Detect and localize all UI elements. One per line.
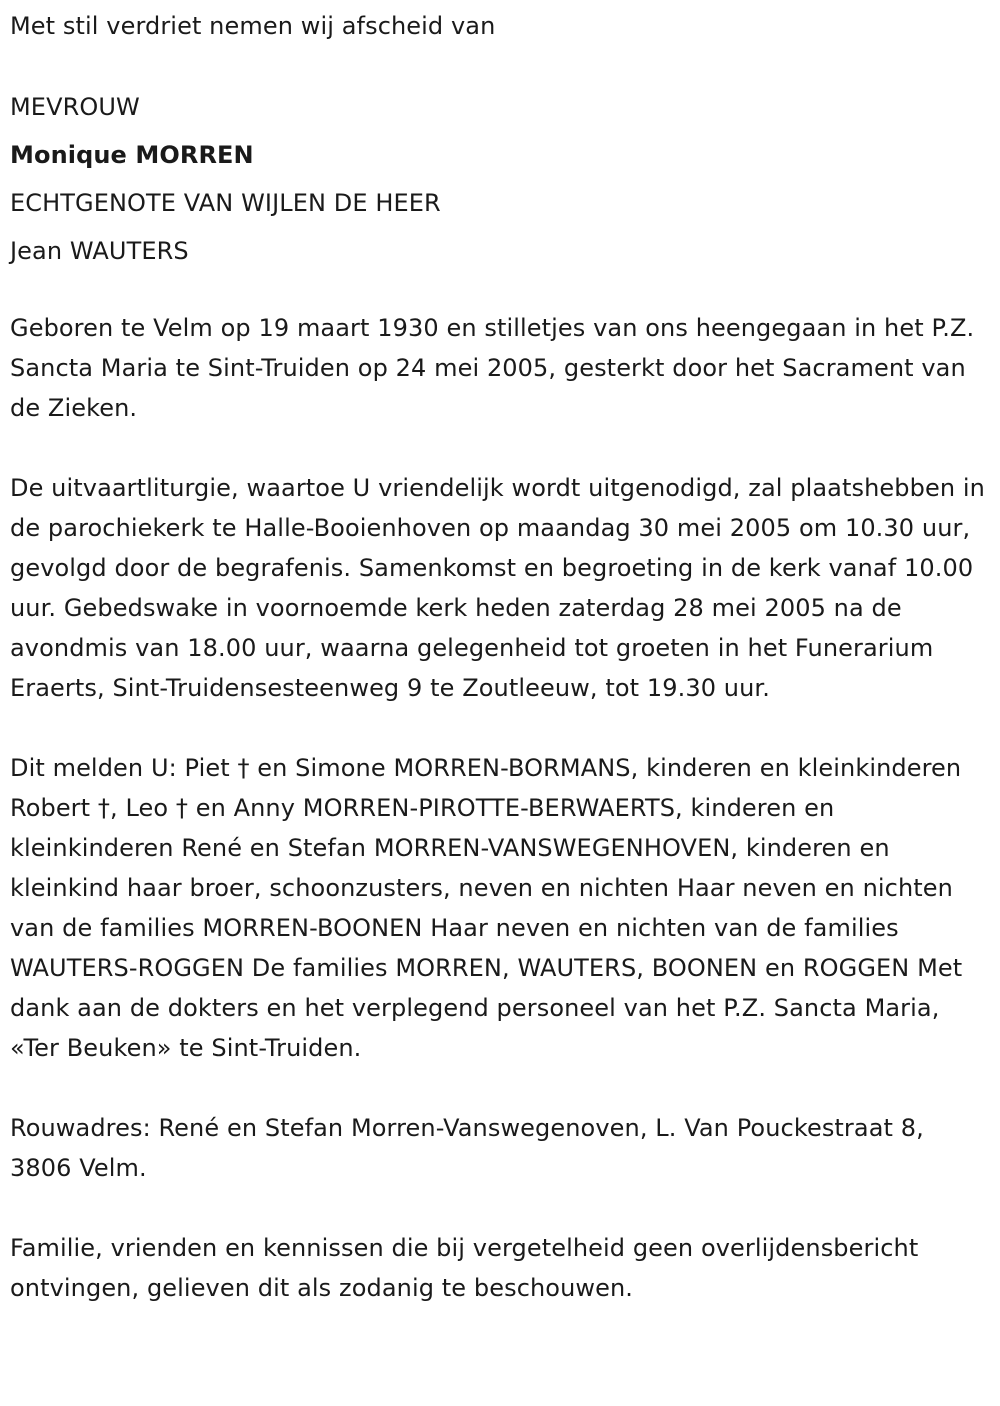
deceased-name: Monique MORREN (10, 141, 254, 169)
spouse-name: Jean WAUTERS (10, 237, 189, 265)
obituary-document (10, 0, 992, 1308)
spacer (10, 1188, 992, 1228)
closing-paragraph: Familie, vrienden en kennissen die bij vergetelheid geen overlijdensbericht ontvingen, gelieven dit als zodanig te beschouwen. (10, 1234, 919, 1302)
spacer (10, 1068, 992, 1108)
spacer (10, 50, 992, 83)
intro-line: Met stil verdriet nemen wij afscheid van (10, 12, 496, 40)
relation-line: ECHTGENOTE VAN WIJLEN DE HEER (10, 189, 441, 217)
spacer (10, 428, 992, 468)
spacer (10, 708, 992, 748)
title-line: MEVROUW (10, 93, 140, 121)
spacer (10, 275, 992, 308)
birth-paragraph: Geboren te Velm op 19 maart 1930 en stilletjes van ons heengegaan in het P.Z. Sancta Maria te Sint-Truiden op 24 mei 2005, gesterkt door het Sacrament van de Zieken. (10, 314, 975, 422)
family-paragraph: Dit melden U: Piet † en Simone MORREN-BORMANS, kinderen en kleinkinderen Robert †, Leo † en Anny MORREN-PIROTTE-BERWAERTS, kinderen en kleinkinderen René en Stefan MORREN-VANSWEGENHOVEN, kinderen en kleinkind haar broer, schoonzusters, neven en nichten Haar neven en nichten van de families MORREN-BOONEN Haar neven en nichten van de families WAUTERS-ROGGEN De families MORREN, WAUTERS, BOONEN en ROGGEN Met dank aan de dokters en het verplegend personeel van het P.Z. Sancta Maria, «Ter Beuken» te Sint-Truiden. (10, 754, 963, 1062)
funeral-paragraph: De uitvaartliturgie, waartoe U vriendelijk wordt uitgenodigd, zal plaatshebben in de parochiekerk te Halle-Booienhoven op maandag 30 mei 2005 om 10.30 uur, gevolgd door de begrafenis. Samenkomst en begroeting in de kerk vanaf 10.00 uur. Gebedswake in voornoemde kerk heden zaterdag 28 mei 2005 na de avondmis van 18.00 uur, waarna gelegenheid tot groeten in het Funerarium Eraerts, Sint-Truidensesteenweg 9 te Zoutleeuw, tot 19.30 uur. (10, 474, 985, 702)
address-paragraph: Rouwadres: René en Stefan Morren-Vanswegenoven, L. Van Pouckestraat 8, 3806 Velm. (10, 1114, 924, 1182)
